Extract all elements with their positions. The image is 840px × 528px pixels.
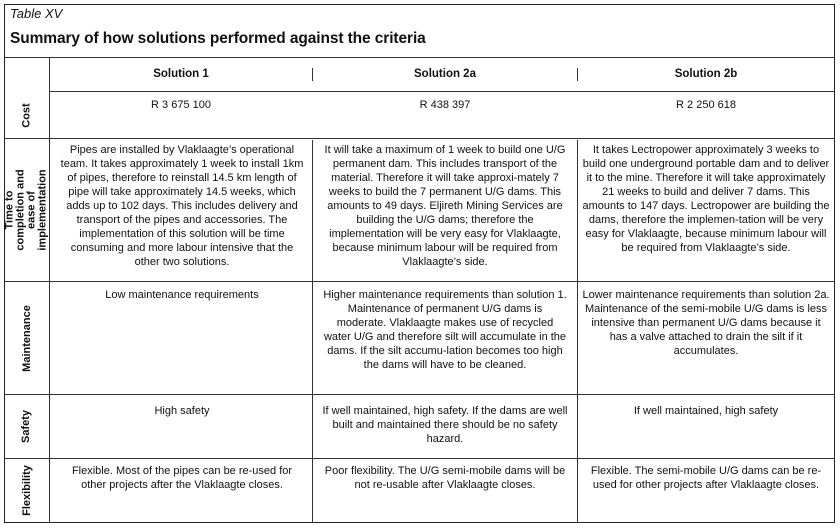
- cell-flexibility-solution-2b: Flexible. The semi-mobile U/G dams can be re-used for other projects after Vlaklaagte closes.: [590, 465, 822, 491]
- cell-flexibility-solution-2a: Poor flexibility. The U/G semi-mobile dams will be not re-usable after Vlaklaagte closes.: [324, 465, 566, 491]
- rule-below-title: [5, 57, 834, 58]
- column-header-solution-2a: Solution 2a: [414, 68, 476, 80]
- row-label-flexibility: Flexibility: [20, 465, 33, 516]
- cell-time-solution-2a: It will take a maximum of 1 week to build one U/G permanent dam. This includes transport of the material. Therefore it will take approxi-mately 7 weeks to build the 7 permanent U/G dams. This amounts to 49 days. Eljireth Mining Services are building the U/G dams; therefore the implementation will be very easy for Vlaklaagte, because minimum labour will be required from Vlaklaagte’s side.: [324, 144, 566, 268]
- rule-label-column: [49, 58, 50, 522]
- cell-maintenance-solution-2b: Lower maintenance requirements than solution 2a. Maintenance of the semi-mobile U/G dams is less intensive than permanent U/G dams because it has a valve attached to drain the silt if it accumulates.: [582, 289, 830, 357]
- rule-row-1: [5, 138, 834, 139]
- column-header-solution-1: Solution 1: [153, 68, 209, 80]
- table-number: Table XV: [10, 6, 63, 21]
- table-title: Summary of how solutions performed against the criteria: [10, 30, 426, 47]
- column-header-solution-2b: Solution 2b: [674, 68, 738, 80]
- cell-safety-solution-2a: If well maintained, high safety. If the dams are well built and maintained there should be no safety hazard.: [322, 405, 568, 445]
- row-label-time-to-completion: Time to completion and ease of implementation: [4, 169, 49, 251]
- rule-below-header: [49, 91, 834, 92]
- row-label-safety: Safety: [20, 409, 33, 444]
- rule-row-3: [5, 394, 834, 395]
- cell-cost-solution-1: R 3 675 100: [151, 99, 211, 111]
- cell-time-solution-1: Pipes are installed by Vlaklaagte’s operational team. It takes approximately 1 week to install 1km of pipes, therefore to reinstall 14.5 km length of pipe will take approximately 14.5 weeks, which adds up to 102 days. This includes delivery and transport of the pipes and accessories. The implementation of this solution will be time consuming and more labour intensive that the other two solutions.: [60, 144, 304, 268]
- row-label-cost: Cost: [20, 102, 33, 128]
- rule-col-1: [312, 140, 313, 522]
- cell-flexibility-solution-1: Flexible. Most of the pipes can be re-used for other projects after the Vlaklaagte closes.: [71, 465, 293, 491]
- cell-cost-solution-2a: R 438 397: [419, 99, 471, 111]
- rule-row-2: [5, 281, 834, 282]
- cell-safety-solution-1: High safety: [154, 405, 210, 417]
- cell-time-solution-2b: It takes Lectropower approximately 3 weeks to build one underground portable dam and to deliver it to the mine. Therefore it will take approximately 21 weeks to build and deliver 7 dams. This amounts to 147 days. Lectropower are building the dams, therefore the implemen-tation will be very easy for Vlaklaagte, because minimum labour will be required from Vlaklaagte’s side.: [582, 144, 830, 254]
- row-label-maintenance: Maintenance: [20, 304, 33, 372]
- rule-row-4: [5, 458, 834, 459]
- cell-maintenance-solution-1: Low maintenance requirements: [105, 289, 259, 301]
- rule-col-2: [577, 140, 578, 522]
- cell-maintenance-solution-2a: Higher maintenance requirements than solution 1. Maintenance of permanent U/G dams is moderate. Vlaklaagte makes use of recycled water U/G and therefore silt will accumulate in the dams. If the silt accumu-lation becomes too high the dams will have to be cleaned.: [323, 289, 567, 371]
- cell-safety-solution-2b: If well maintained, high safety: [633, 405, 779, 417]
- cell-cost-solution-2b: R 2 250 618: [676, 99, 736, 111]
